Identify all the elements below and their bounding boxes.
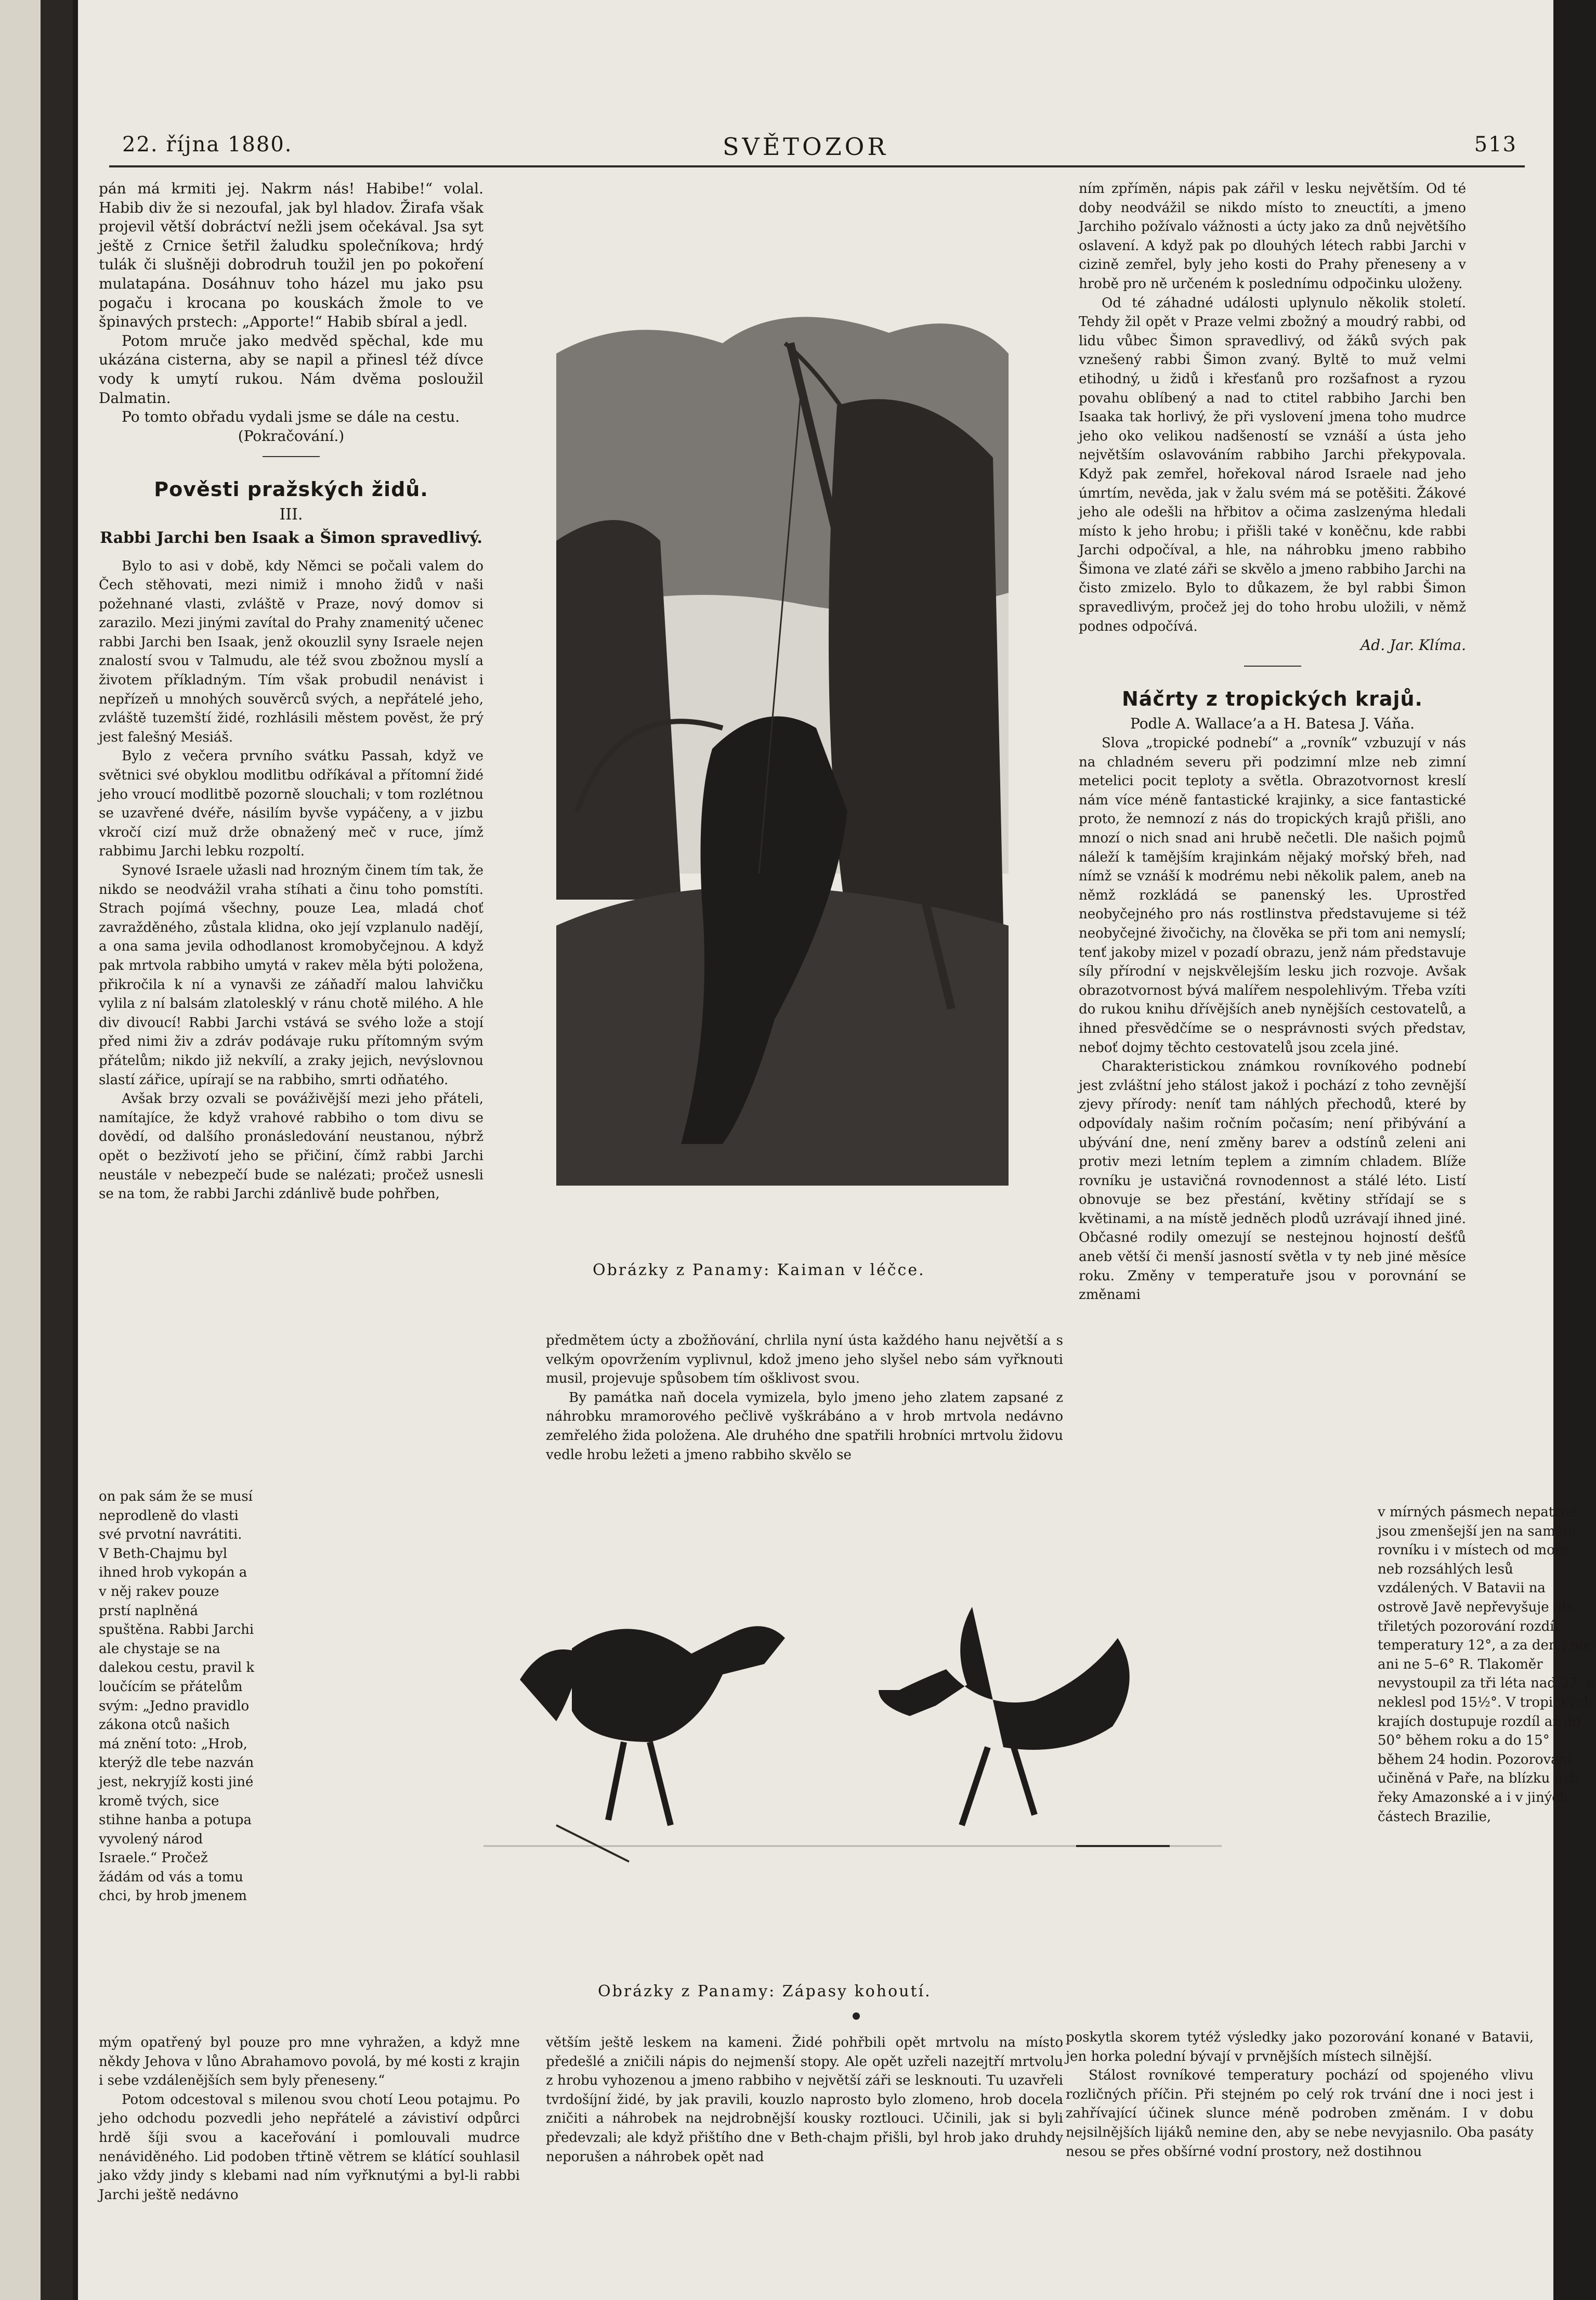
- byline: Podle A. Wallace’a a H. Batesa J. Váňa.: [1130, 715, 1415, 733]
- paragraph: Stálost rovníkové temperatury pochází od spojeného vlivu rozličných příčin. Při stejném po celý rok trvání dne i noci jest i zahřívající účinek slunce méně podroben změnám. I v dobu nejsilnějších lijáků nemine den, aby se nebe nevyjasnilo. Oba pasáty nesou se přes obšírné vodní prostory, než dostihnou: [1066, 2068, 1534, 2160]
- paragraph: poskytla skorem tytéž výsledky jako pozorování konané v Batavii, jen horka polední bývají v prvnějších místech silnější.: [1066, 2030, 1534, 2064]
- separator-dot: [853, 2012, 860, 2020]
- paragraph: Slova „tropické podnebí“ a „rovník“ vzbuzují v nás na chladném severu při podzimní mlze neb zimní metelici pocit teploty a světla. Obrazotvornost kreslí nám více méně fantastické krajinky, a sice fantastické proto, že nemnozí z nás do tropických krajů přišli, ano mnozí o nich snad ani hrubě nečetli. Dle našich pojmů náleží k tamějším krajinkám nějaký mořský břeh, nad nímž se vznáší k modrému nebi několik palem, aneb na němž rozkládá se panenský les. Uprostřed neobyčejného pro nás rostlinstva představujeme si též neobyčejné živočichy, na člověka se při tom ani nemyslí; tenť jakoby mizel v pozadí obrazu, jenž nám představuje síly přírodní v nejskvělejším lesku jich rozvoje. Avšak obrazotvornost bývá malířem nespolehlivým. Třeba vzíti do rukou knihu dřívějších aneb nynějších cestovatelů, a ihned přesvědčíme se o nesprávnosti svých představ, neboť dojmy těchto cestovatelů jsou zcela jiné.: [1079, 735, 1466, 1056]
- paragraph: mým opatřený byl pouze pro mne vyhražen, a když mne někdy Jehova v lůno Abrahamovo povolá, by mé kosti z krajin i sebe vzdálenějších sem byly přeneseny.“: [99, 2035, 520, 2089]
- newspaper-page: [78, 0, 1595, 2300]
- paragraph: Potom odcestoval s milenou svou chotí Leou potajmu. Po jeho odchodu pozvedli jeho nepřátelé a závistiví odpůrci hrdě šíji svou a kaceřování i pomlouvali mudrce nenáviděného. Lid podoben třtině větrem se klátící souhlasil jako vždy jindy s klebami nad ním vyřknutými a byl-li rabbi Jarchi ještě nedávno: [99, 2091, 520, 2203]
- middle-column: [546, 1331, 1063, 1464]
- caiman-illustration: [525, 250, 1045, 1238]
- paragraph: Synové Israele užasli nad hrozným činem tím tak, že nikdo se neodvážil vraha stíhati a činu toho pomstíti. Strach pojímá všechny, pouze Lea, mladá choť zavražděného, zůstala klidna, oko její vzplanulo nadějí, a ona sama jevila odhodlanost kromobyčejnou. A když pak mrtvola rabbiho umytá v rakev měla býti položena, přikročila k ní a vynavši ze záňadří malou lahvičku vylila z ní balsám zlatolesklý v ránu chotě milého. A hle div divoucí! Rabbi Jarchi vstává se svého lože a stojí před nimi živ a zdráv podávaje ruku přítomným svým přátelům; nikdo již nekvílí, a zraky jejich, nevýslovnou slastí zářice, upírají se na rabbiho, smrti odňatého.: [99, 863, 483, 1088]
- article-title: Pověsti pražských židů.: [154, 478, 428, 501]
- header-rule: [109, 165, 1525, 167]
- right-column: [1079, 179, 1466, 1305]
- narrow-left-column: [99, 1487, 255, 1906]
- divider: [1244, 666, 1301, 667]
- paragraph: pán má krmiti jej. Nakrm nás! Habibe!“ volal. Habib div že si nezoufal, jak byl hladov. Žirafa však projevil větší dobráctví nežli jsem očekával. Jsa syt ještě z Crnice šetřil žaludku společníkova; hrdý tulák či slušněji dobrodruh toužil jen po pokoření mulatapána. Dosáhnuv toho házel mu jako psu pogaču i krocana po kouskách žmole to ve špinavých prstech: „Apporte!“ Habib sbíral a jedl.: [99, 180, 483, 331]
- paragraph: větším ještě leskem na kameni. Židé pohřbili opět mrtvolu na místo předešlé a zničili nápis do nejmenší stopy. Ale opět uzřeli nazejtří mrtvolu z hrobu vyhozenou a jmeno rabbiho v největší záři se lesknouti. Tu uzavřeli tvrdošíjní židé, by jak pravili, kouzlo naprosto bylo zlomeno, hrob docela zničiti a náhrobek na nejdrobnější kousky roztlouci. Učinili, jak si byli předevzali; ale když přištího dne v Beth-chajm přišli, byl hrob jako druhdy neporušen a náhrobek opět nad: [546, 2035, 1063, 2165]
- paragraph: v mírných pásmech nepatrné; jsou zmenšejší jen na samém rovníku i v místech od moře neb rozsáhlých lesů vzdálených. V Batavii na ostrově Javě nepřevyšuje dle třiletých pozorování rozdíl temperatury 12°, a za den i noc ani ne 5–6° R. Tlakoměr nevystoupil za tři léta nad 27, a neklesl pod 15½°. V tropických krajích dostupuje rozdíl až do 50° během roku a do 15° během 24 hodin. Pozorování učiněná v Paře, na blízku ústí řeky Amazonské a i v jiných částech Brazilie,: [1378, 1504, 1595, 1825]
- paragraph: předmětem úcty a zbožňování, chrlila nyní ústa každého hanu největší a s velkým opovržením vyplivnul, kdož jmeno jeho slyšel nebo sám vyřknouti musil, projevuje spůsobem tím ošklivost svou.: [546, 1333, 1063, 1387]
- rooster-caption: Obrázky z Panamy: Zápasy kohoutí.: [598, 1982, 932, 2000]
- caiman-caption: Obrázky z Panamy: Kaiman v léčce.: [593, 1261, 925, 1279]
- paragraph: Potom mruče jako medvěd spěchal, kde mu ukázána cisterna, aby se napil a přinesl též dívce vody k umytí rukou. Nám dvěma posloužil Dalmatin.: [99, 332, 483, 407]
- previous-page-edge: [0, 0, 41, 2300]
- article-subtitle: Rabbi Jarchi ben Isaak a Šimon spravedlivý.: [100, 528, 482, 547]
- narrow-right-column: [1378, 1503, 1596, 1826]
- header-page-number: 513: [1474, 133, 1517, 157]
- paragraph: ním zpříměn, nápis pak zářil v lesku největším. Od té doby neodvážil se nikdo místo to zneuctíti, a jmeno Jarchiho požívalo vážnosti a úcty jako za dnů největšího oslavení. A když pak po dlouhých létech rabbi Jarchi v cizině zemřel, byly jeho kosti do Prahy přeneseny a v hrobě pro ně určeném k poslednímu odpočinku uloženy.: [1079, 181, 1466, 292]
- article-numeral: III.: [279, 505, 303, 524]
- rooster-fight-illustration: [452, 1576, 1248, 1966]
- signature: Ad. Jar. Klíma.: [1360, 636, 1466, 654]
- paragraph: Avšak brzy ozvali se pováživější mezi jeho přáteli, namítajíce, že když vrahové rabbiho o tom divu se dovědí, od dalšího pronásledování neustanou, nýbrž opět o bezživotí jeho se přičiní, čímž rabbi Jarchi neustále v nebezpečí bude se nalézati; pročež usnesli se na tom, že rabbi Jarchi zdánlivě bude pohřben,: [99, 1091, 483, 1202]
- article-title: Náčrty z tropických krajů.: [1121, 687, 1423, 710]
- paragraph: Bylo z večera prvního svátku Passah, když ve světnici své obyklou modlitbu odříkával a přítomní židé jeho vroucí modlitbě pozorně slouchali; v tom rozlétnou se uzavřené dvéře, násilím byvše vypáčeny, a v jizbu vkročí cizí muž drže obnažený meč v ruce, jímž rabbimu Jarchi lebku rozpoltí.: [99, 748, 483, 860]
- left-column: [99, 179, 483, 1204]
- paragraph: Od té záhadné události uplynulo několik století. Tehdy žil opět v Praze velmi zbožný a moudrý rabbi, od lidu vůbec Šimon spravedlivý, od žáků svých pak vznešený rabbi Šimon zvaný. Byltě to muž velmi etihodný, u židů i křesťanů pro rozšafnost a ryzou povahu oblíbený a nad to ctitel rabbiho Jarchi ben Isaaka tak horlivý, že při vyslovení jmena toho mudrce jeho oko velikou nadšeností se vznáší a ústa jeho největším oslavováním rabbiho Jarchi překypovala. Když pak zemřel, hořekoval národ Israele nad jeho úmrtím, nevěda, jak v žalu svém má se potěšiti. Žákové jeho ale odešli na hřbitov a očima zaslzenýma hledali místo k jeho hrobu; i přišli také v koněčnu, kde rabbi Jarchi odpočíval, a hle, na náhrobku jmeno rabbiho Šimona ve zlaté záři se skvělo a jmeno rabbiho Jarchi na čisto zmizelo. Bylo to důkazem, že byl rabbi Šimon spravedlivým, pročež jej do toho hrobu uložili, v němž podnes odpočívá.: [1079, 295, 1466, 634]
- continued-note: (Pokračování.): [238, 427, 345, 445]
- divider: [263, 456, 320, 457]
- header-title: SVĚTOZOR: [723, 133, 889, 161]
- paragraph: Po tomto obřadu vydali jsme se dále na cestu.: [122, 408, 460, 426]
- paragraph: Bylo to asi v době, kdy Němci se počali valem do Čech stěhovati, mezi nimiž i mnoho židů v naši požehnané vlasti, zvláště v Praze, nový domov si zarazilo. Mezi jinými zavítal do Prahy znamenitý učenec rabbi Jarchi ben Isaak, jenž okouzlil syny Israele nejen znalostí svou v Talmudu, ale též svou zbožnou myslí a životem příkladným. Tím však probudil nenávist i nepřízeň u mnohých souvěrců svých, a nepřátelé jeho, zvláště tuzemští židé, rozhlásili městem pověst, že prý jest falešný Mesiáš.: [99, 558, 483, 745]
- paragraph: Charakteristickou známkou rovníkového podnebí jest zvláštní jeho stálost jakož i pochází z toho zevnější zjevy přírody: neníť tam náhlých přechodů, které by odpovídaly našim ročním počasím; není přibývání a ubývání dne, není změny barev a odstínů zeleni ani protiv mezi letním teplem a zimním chladem. Blíže rovníku je ustavičná rovnodennost a stálé léto. Listí obnovuje se bez přestání, květiny střídají se s květinami, a na místě jedněch plodů uzrávají ihned jiné. Občasné rodily omezují se nestejnou hojností dešťů aneb větší či menší jasností světla v ty neb jiné měsíce roku. Změny v temperatuře jsou v porovnání se změnami: [1079, 1059, 1466, 1303]
- bottom-left-column: [99, 2033, 520, 2204]
- paragraph: on pak sám že se musí neprodleně do vlasti své prvotní navrátiti. V Beth-Chajmu byl ihned hrob vykopán a v něj rakev pouze prstí naplněná spuštěna. Rabbi Jarchi ale chystaje se na dalekou cestu, pravil k loučícím se přátelům svým: „Jedno pravidlo zákona otců našich má znění toto: „Hrob, kterýž dle tebe nazván jest, nekryjíž kosti jiné kromě tvých, sice stihne hanba a potupa vyvolený národ Israele.“ Pročež žádám od vás a tomu chci, by hrob jmenem: [99, 1489, 255, 1904]
- bottom-right-column: [1066, 2028, 1534, 2161]
- paragraph: By památka naň docela vymizela, bylo jmeno jeho zlatem zapsané z náhrobku mramorového pečlivě vyškrábáno a v hrob mrtvola nedávno zemřelého žida položena. Ale druhého dne spatřili hrobníci mrtvolu židovu vedle hrobu ležeti a jmeno rabbiho skvělo se: [546, 1389, 1063, 1463]
- bottom-middle-column: [546, 2033, 1063, 2166]
- header-date: 22. října 1880.: [122, 133, 293, 157]
